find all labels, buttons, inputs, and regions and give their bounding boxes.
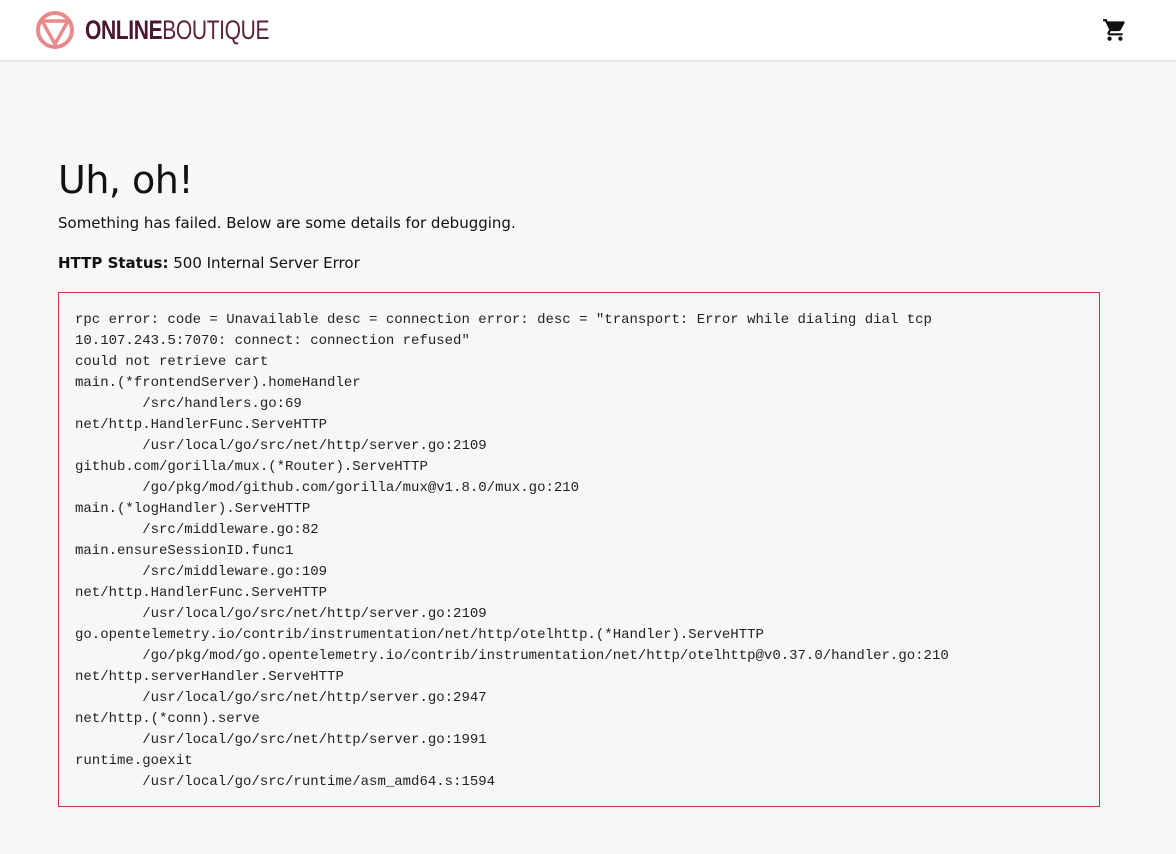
error-content	[58, 150, 1102, 272]
http-status	[58, 253, 360, 273]
error-stack-trace: rpc error: code = Unavailable desc = connection error: desc = "transport: Error while dialing dial tcp 10.107.243.5:7070: connect: connection refused" could not retrieve cart main.(*frontendServer).homeHandler /src/handlers.go:69 net/http.HandlerFunc.ServeHTTP /usr/local/go/src/net/http/server.go:2109 github.com/gorilla/mux.(*Router).ServeHTTP /go/pkg/mod/github.com/gorilla/mux@v1.8.0/mux.go:210 main.(*logHandler).ServeHTTP /src/middleware.go:82 main.ensureSessionID.func1 /src/middleware.go:109 net/http.HandlerFunc.ServeHTTP /usr/local/go/src/net/http/server.go:2109 go.opentelemetry.io/contrib/instrumentation/net/http/otelhttp.(*Handler).ServeHTTP /go/pkg/mod/go.opentelemetry.io/contrib/instrumentation/net/http/otelhttp@v0.37.0/handler.go:210 net/http.serverHandler.ServeHTTP /usr/local/go/src/net/http/server.go:2947 net/http.(*conn).serve /usr/local/go/src/net/http/server.go:1991 runtime.goexit /usr/local/go/src/runtime/asm_amd64.s:1594	[58, 292, 1100, 807]
page-title: Uh, oh!	[58, 158, 194, 202]
shopping-cart-icon[interactable]	[1102, 17, 1128, 43]
logo-circle-triangle-icon	[35, 10, 75, 50]
logo-wordmark	[85, 10, 269, 50]
error-description: Something has failed. Below are some details for debugging.	[58, 214, 516, 232]
http-status-value: 500 Internal Server Error	[173, 254, 360, 272]
site-header	[0, 0, 1176, 61]
home-logo-link[interactable]	[35, 10, 321, 50]
logo-text-light: BOUTIQUE	[162, 15, 270, 45]
http-status-label: HTTP Status:	[58, 254, 169, 272]
logo-text-bold: ONLINE	[85, 15, 163, 45]
